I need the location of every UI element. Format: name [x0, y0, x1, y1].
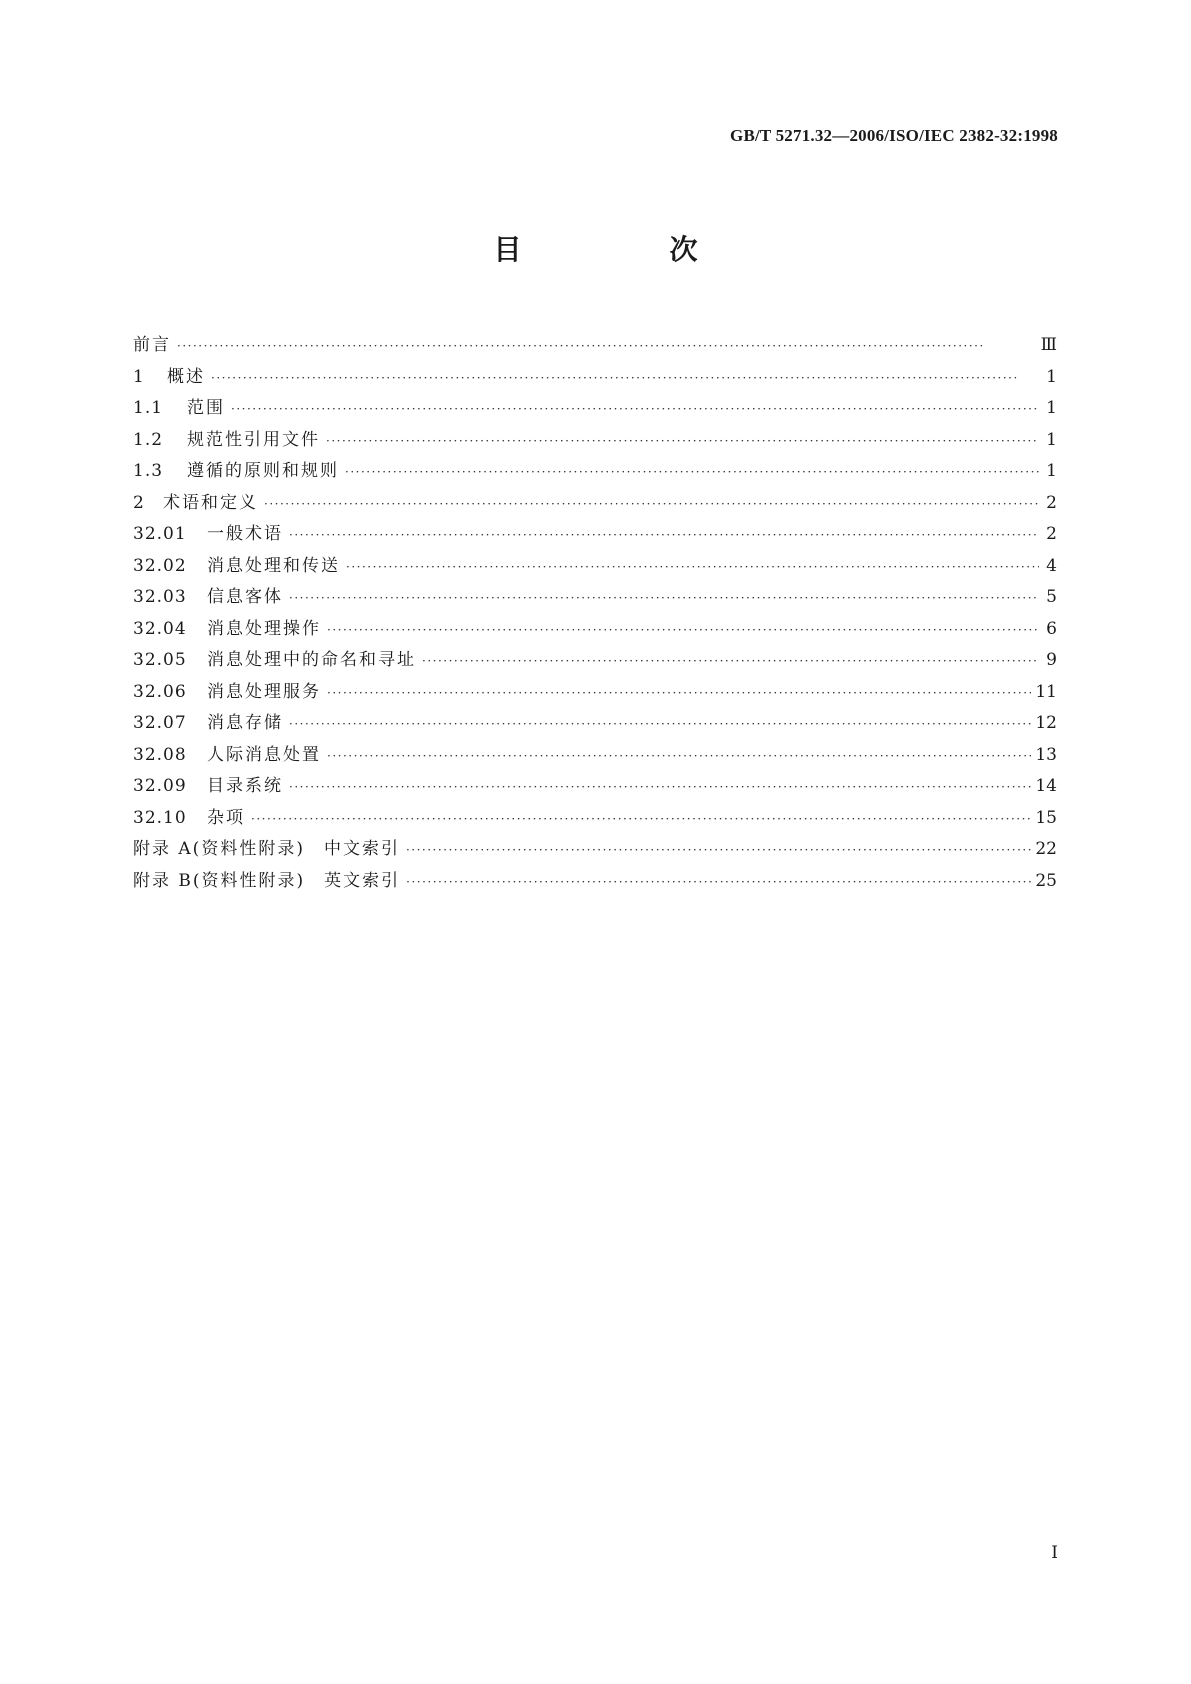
toc-entry-32-10[interactable]: [133, 803, 1057, 835]
leader-dots: [289, 583, 1039, 615]
toc-label: 消息处理和传送: [207, 555, 340, 576]
toc-page-number: 9: [1046, 650, 1057, 670]
leader-dots: [289, 709, 1031, 741]
toc-page-number: 2: [1046, 492, 1057, 513]
toc-number: 1.2: [133, 429, 164, 450]
toc-page-number: 11: [1035, 681, 1057, 702]
toc-label: 人际消息处置: [207, 744, 321, 765]
toc-number: 32.04: [133, 618, 187, 639]
toc-entry-32-01[interactable]: [133, 519, 1057, 551]
toc-number: 32.10: [133, 807, 187, 828]
toc-page-number: 13: [1035, 744, 1057, 765]
toc-number: 32.01: [133, 524, 187, 544]
toc-page-number: 1: [1046, 366, 1057, 387]
toc-entry-32-08[interactable]: [133, 740, 1057, 772]
page-number: Ⅰ: [1051, 1543, 1058, 1562]
toc-entry-32-09[interactable]: [133, 771, 1057, 803]
toc-number: 32.06: [133, 681, 187, 702]
toc-entry-1-1[interactable]: [133, 393, 1057, 425]
toc-entry-32-02[interactable]: [133, 551, 1057, 583]
toc-page-number: 6: [1046, 618, 1057, 639]
toc-number: 32.08: [133, 744, 187, 765]
table-of-contents: [133, 330, 1057, 897]
toc-entry-foreword[interactable]: [133, 330, 1057, 362]
standard-code: GB/T 5271.32—2006/ISO/IEC 2382-32:1998: [730, 126, 1058, 145]
toc-label: 消息存储: [207, 713, 283, 733]
toc-number: 32.03: [133, 587, 187, 607]
toc-label: 规范性引用文件: [187, 429, 320, 450]
toc-label: 范围: [187, 398, 225, 418]
toc-entry-annex-b[interactable]: [133, 866, 1057, 898]
toc-page-number: Ⅲ: [1040, 335, 1057, 355]
toc-page-number: 22: [1035, 839, 1057, 859]
toc-label: 信息客体: [207, 587, 283, 607]
toc-number: 32.09: [133, 776, 187, 796]
toc-page-number: 4: [1046, 555, 1057, 576]
toc-label: 附录 A(资料性附录) 中文索引: [133, 839, 400, 859]
leader-dots: [264, 489, 1039, 521]
toc-number: 32.07: [133, 713, 187, 733]
toc-label: 附录 B(资料性附录) 英文索引: [133, 870, 401, 891]
toc-page-number: 1: [1046, 461, 1057, 481]
leader-dots: [422, 646, 1039, 678]
leader-dots: [177, 331, 1037, 363]
toc-number: 1.3: [133, 461, 164, 481]
toc-page-number: 15: [1035, 807, 1057, 828]
leader-dots: [345, 457, 1039, 489]
toc-label: 消息处理操作: [207, 618, 321, 639]
toc-page-number: 1: [1046, 398, 1057, 418]
page-title: 目 次: [493, 233, 758, 266]
toc-label: 术语和定义: [163, 492, 258, 513]
toc-label: 杂项: [207, 807, 245, 828]
toc-page-number: 25: [1035, 870, 1057, 891]
toc-entry-1-3[interactable]: [133, 456, 1057, 488]
toc-page-number: 14: [1035, 776, 1057, 796]
toc-label: 消息处理服务: [207, 681, 321, 702]
toc-number: 1.1: [133, 398, 164, 418]
toc-entry-1-2[interactable]: [133, 425, 1057, 457]
leader-dots: [251, 804, 1031, 836]
toc-page-number: 12: [1035, 713, 1057, 733]
toc-page-number: 2: [1046, 524, 1057, 544]
toc-entry-32-03[interactable]: [133, 582, 1057, 614]
toc-number: 1: [133, 366, 145, 387]
leader-dots: [327, 678, 1031, 710]
toc-entry-32-04[interactable]: [133, 614, 1057, 646]
toc-entry-2[interactable]: [133, 488, 1057, 520]
toc-label: 目录系统: [207, 776, 283, 796]
toc-entry-32-05[interactable]: [133, 645, 1057, 677]
toc-entry-annex-a[interactable]: [133, 834, 1057, 866]
leader-dots: [326, 426, 1039, 458]
leader-dots: [289, 772, 1031, 804]
toc-label: 概述: [167, 366, 205, 387]
toc-page-number: 1: [1046, 429, 1057, 450]
leader-dots: [327, 615, 1039, 647]
toc-number: 2: [133, 492, 145, 513]
leader-dots: [346, 552, 1039, 584]
toc-number: 32.05: [133, 650, 187, 670]
leader-dots: [327, 741, 1031, 773]
leader-dots: [406, 835, 1031, 867]
toc-entry-1[interactable]: [133, 362, 1057, 394]
leader-dots: [231, 394, 1039, 426]
toc-entry-32-06[interactable]: [133, 677, 1057, 709]
toc-number: 32.02: [133, 555, 187, 576]
toc-label: 消息处理中的命名和寻址: [207, 650, 416, 670]
toc-label: 前言: [133, 335, 171, 355]
toc-page-number: 5: [1046, 587, 1057, 607]
toc-label: 遵循的原则和规则: [187, 461, 339, 481]
toc-entry-32-07[interactable]: [133, 708, 1057, 740]
leader-dots: [211, 363, 1039, 395]
leader-dots: [406, 867, 1031, 899]
toc-label: 一般术语: [207, 524, 283, 544]
leader-dots: [289, 520, 1039, 552]
